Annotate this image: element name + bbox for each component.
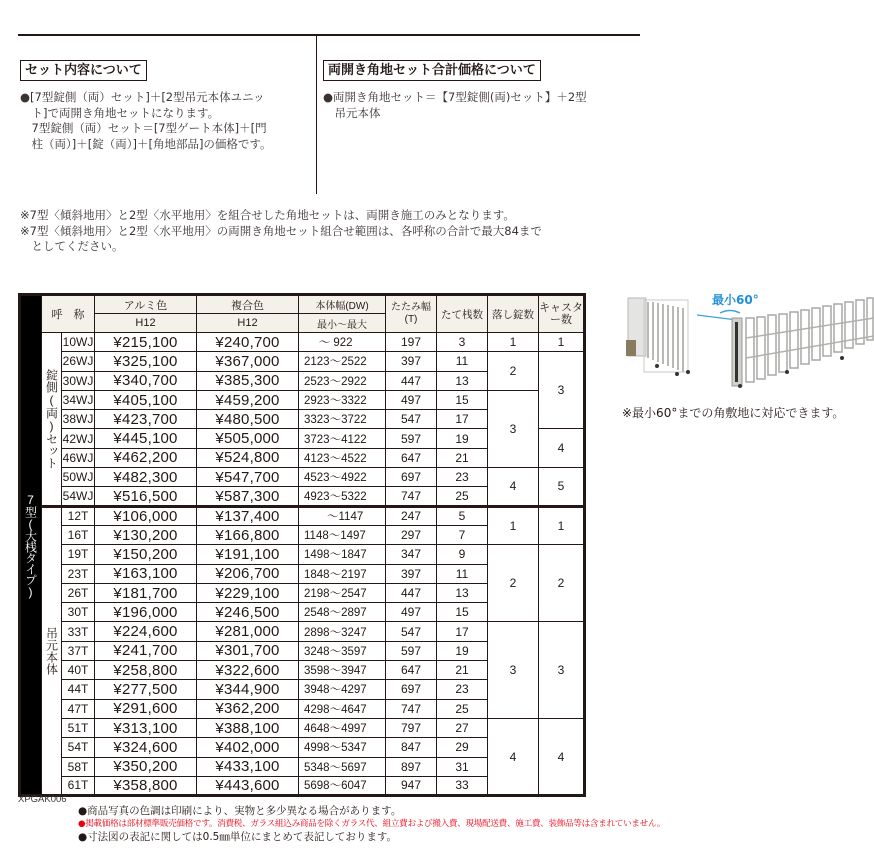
price-alumi: ¥313,100 <box>95 718 197 737</box>
price-composite: ¥587,300 <box>197 487 299 506</box>
price-composite: ¥388,100 <box>197 718 299 737</box>
dw-range: 1148〜1497 <box>299 525 386 544</box>
header-dw: 本体幅(DW) <box>299 295 386 314</box>
product-code: XPGAK006 <box>18 794 67 805</box>
fold-width: 747 <box>386 699 437 718</box>
fold-width: 547 <box>386 622 437 641</box>
fold-width: 847 <box>386 738 437 757</box>
price-composite: ¥524,800 <box>197 448 299 467</box>
bar-count: 13 <box>437 583 488 602</box>
group-label-lock-side: 錠側(両)セット <box>42 333 62 507</box>
total-price-line: ●両開き角地セット＝【7型錠側(両)セット】＋2型 <box>323 90 587 104</box>
price-composite: ¥301,700 <box>197 641 299 660</box>
row-code: 23T <box>62 564 95 583</box>
set-contents-text <box>20 90 272 152</box>
fold-width: 947 <box>386 776 437 795</box>
bar-count: 19 <box>437 641 488 660</box>
price-table <box>18 293 586 797</box>
lock-count: 3 <box>488 622 539 718</box>
price-alumi: ¥405,100 <box>95 390 197 409</box>
fold-width: 647 <box>386 661 437 680</box>
bar-count: 17 <box>437 622 488 641</box>
lock-count: 1 <box>488 506 539 545</box>
fold-width: 497 <box>386 390 437 409</box>
lock-count: 1 <box>488 333 539 352</box>
header-composite: 複合色 <box>197 295 299 314</box>
header-casters: キャスター数 <box>539 295 585 333</box>
price-alumi: ¥482,300 <box>95 468 197 487</box>
header-fold: たたみ幅(T) <box>386 295 437 333</box>
fold-width: 597 <box>386 641 437 660</box>
row-code: 42WJ <box>62 429 95 448</box>
price-alumi: ¥277,500 <box>95 680 197 699</box>
lock-count: 4 <box>488 718 539 795</box>
total-price-line: 吊元本体 <box>323 105 381 120</box>
price-alumi: ¥340,700 <box>95 371 197 390</box>
bar-count: 23 <box>437 468 488 487</box>
bar-count: 11 <box>437 352 488 371</box>
table-row <box>20 390 585 409</box>
table-row <box>20 545 585 564</box>
price-composite: ¥229,100 <box>197 583 299 602</box>
bar-count: 7 <box>437 525 488 544</box>
row-code: 19T <box>62 545 95 564</box>
header-bars: たて桟数 <box>437 295 488 333</box>
fold-width: 297 <box>386 525 437 544</box>
dw-range: 2923〜3322 <box>299 390 386 409</box>
header-row <box>20 295 585 314</box>
caster-count: 1 <box>539 506 585 545</box>
table-row <box>20 333 585 352</box>
price-composite: ¥362,200 <box>197 699 299 718</box>
lock-count: 2 <box>488 545 539 622</box>
column-divider <box>316 34 317 194</box>
row-code: 16T <box>62 525 95 544</box>
top-rule <box>18 34 640 36</box>
total-price-text <box>323 90 587 121</box>
row-code: 47T <box>62 699 95 718</box>
price-alumi: ¥215,100 <box>95 333 197 352</box>
photo-caption: ※最小60°までの角敷地に対応できます。 <box>622 406 845 420</box>
price-alumi: ¥224,600 <box>95 622 197 641</box>
row-code: 50WJ <box>62 468 95 487</box>
caster-count: 1 <box>539 333 585 352</box>
row-code: 58T <box>62 757 95 776</box>
row-code: 40T <box>62 661 95 680</box>
header-dw-sub: 最小〜最大 <box>299 314 386 333</box>
fold-width: 697 <box>386 680 437 699</box>
dw-range: 4123〜4522 <box>299 448 386 467</box>
row-code: 26T <box>62 583 95 602</box>
dw-range: 1848〜2197 <box>299 564 386 583</box>
min-angle-label: 最小60° <box>712 293 759 307</box>
dw-range: 2198〜2547 <box>299 583 386 602</box>
dw-range: 〜 922 <box>299 333 386 352</box>
set-contents-line: 7型錠側（両）セット＝[7型ゲート本体]＋[門 <box>20 121 267 135</box>
header-alumi-sub: H12 <box>95 314 197 333</box>
bar-count: 3 <box>437 333 488 352</box>
row-code: 30WJ <box>62 371 95 390</box>
note-line: ※7型〈傾斜地用〉と2型〈水平地用〉の両開き角地セット組合せ範囲は、各呼称の合計で最大84まで <box>20 223 542 238</box>
price-composite: ¥240,700 <box>197 333 299 352</box>
price-composite: ¥344,900 <box>197 680 299 699</box>
dw-range: 3248〜3597 <box>299 641 386 660</box>
dw-range: 5698〜6047 <box>299 776 386 795</box>
caster-count: 2 <box>539 545 585 622</box>
bar-count: 23 <box>437 680 488 699</box>
row-code: 44T <box>62 680 95 699</box>
bar-count: 25 <box>437 699 488 718</box>
dw-range: 3323〜3722 <box>299 410 386 429</box>
fold-width: 347 <box>386 545 437 564</box>
price-alumi: ¥358,800 <box>95 776 197 795</box>
fold-width: 397 <box>386 352 437 371</box>
row-code: 26WJ <box>62 352 95 371</box>
fold-width: 197 <box>386 333 437 352</box>
row-code: 33T <box>62 622 95 641</box>
bar-count: 33 <box>437 776 488 795</box>
lock-count: 4 <box>488 468 539 507</box>
price-alumi: ¥181,700 <box>95 583 197 602</box>
price-alumi: ¥423,700 <box>95 410 197 429</box>
row-code: 61T <box>62 776 95 795</box>
caster-count: 4 <box>539 429 585 468</box>
dw-range: 3723〜4122 <box>299 429 386 448</box>
header-alumi: アルミ色 <box>95 295 197 314</box>
footnote-color: ●商品写真の色調は印刷により、実物と多少異なる場合があります。 <box>78 805 402 817</box>
dw-range: 2548〜2897 <box>299 603 386 622</box>
price-alumi: ¥350,200 <box>95 757 197 776</box>
series-label: 7型(大桟タイプ) <box>20 295 42 796</box>
dw-range: 1498〜1847 <box>299 545 386 564</box>
set-contents-line: ●[7型錠側（両）セット]＋[2型吊元本体ユニッ <box>20 90 265 104</box>
set-contents-line: ト]で両開き角地セットになります。 <box>20 105 220 120</box>
price-alumi: ¥291,600 <box>95 699 197 718</box>
price-alumi: ¥516,500 <box>95 487 197 506</box>
dw-range: 3948〜4297 <box>299 680 386 699</box>
price-composite: ¥166,800 <box>197 525 299 544</box>
set-contents-title: セット内容について <box>20 60 147 81</box>
price-alumi: ¥196,000 <box>95 603 197 622</box>
dw-range: 4923〜5322 <box>299 487 386 506</box>
price-alumi: ¥445,100 <box>95 429 197 448</box>
caster-count: 5 <box>539 468 585 507</box>
price-alumi: ¥163,100 <box>95 564 197 583</box>
fold-width: 697 <box>386 468 437 487</box>
price-alumi: ¥241,700 <box>95 641 197 660</box>
caster-count: 4 <box>539 718 585 795</box>
lock-count: 3 <box>488 390 539 467</box>
dw-range: 2523〜2922 <box>299 371 386 390</box>
header-name-text: 呼 称 <box>51 309 85 321</box>
caster-count: 3 <box>539 622 585 718</box>
price-composite: ¥433,100 <box>197 757 299 776</box>
row-code: 12T <box>62 506 95 525</box>
table-row <box>20 352 585 371</box>
bar-count: 25 <box>437 487 488 506</box>
bar-count: 13 <box>437 371 488 390</box>
dw-range: 3598〜3947 <box>299 661 386 680</box>
row-code: 54WJ <box>62 487 95 506</box>
fold-width: 897 <box>386 757 437 776</box>
price-alumi: ¥106,000 <box>95 506 197 525</box>
header-locks: 落し錠数 <box>488 295 539 333</box>
row-code: 30T <box>62 603 95 622</box>
row-code: 51T <box>62 718 95 737</box>
price-composite: ¥385,300 <box>197 371 299 390</box>
fold-width: 397 <box>386 564 437 583</box>
table-row <box>20 506 585 525</box>
row-code: 46WJ <box>62 448 95 467</box>
footnote-price: ●掲載価格は部材標準販売価格です。消費税、ガラス組込み商品を除くガラス代、組立費および搬入費、現場配送費、施工費、装飾品等は含まれていません。 <box>78 819 666 829</box>
price-composite: ¥137,400 <box>197 506 299 525</box>
dw-range: 5348〜5697 <box>299 757 386 776</box>
price-alumi: ¥258,800 <box>95 661 197 680</box>
fold-width: 547 <box>386 410 437 429</box>
header-name <box>42 295 95 333</box>
row-code: 10WJ <box>62 333 95 352</box>
set-contents-line: 柱（両）]＋[錠（両）]＋[角地部品]の価格です。 <box>20 136 272 151</box>
notes <box>20 208 542 255</box>
bar-count: 17 <box>437 410 488 429</box>
dw-range: 4298〜4647 <box>299 699 386 718</box>
fold-width: 597 <box>386 429 437 448</box>
table-row <box>20 468 585 487</box>
price-composite: ¥459,200 <box>197 390 299 409</box>
bar-count: 5 <box>437 506 488 525</box>
row-code: 54T <box>62 738 95 757</box>
bar-count: 11 <box>437 564 488 583</box>
price-composite: ¥191,100 <box>197 545 299 564</box>
price-alumi: ¥462,200 <box>95 448 197 467</box>
dw-range: 〜1147 <box>299 506 386 525</box>
fold-width: 747 <box>386 487 437 506</box>
price-composite: ¥281,000 <box>197 622 299 641</box>
price-composite: ¥206,700 <box>197 564 299 583</box>
note-line: ※7型〈傾斜地用〉と2型〈水平地用〉を組合せした角地セットは、両開き施工のみとなります。 <box>20 208 515 222</box>
row-code: 37T <box>62 641 95 660</box>
group-label-hinge-body: 吊元本体 <box>42 506 62 795</box>
price-alumi: ¥325,100 <box>95 352 197 371</box>
footnote-dimensions: ●寸法図の表記に関しては0.5㎜単位にまとめて表記しております。 <box>78 831 398 843</box>
bar-count: 27 <box>437 718 488 737</box>
caster-count: 3 <box>539 352 585 429</box>
price-alumi: ¥150,200 <box>95 545 197 564</box>
bar-count: 21 <box>437 661 488 680</box>
fold-width: 797 <box>386 718 437 737</box>
header-composite-sub: H12 <box>197 314 299 333</box>
bar-count: 29 <box>437 738 488 757</box>
bar-count: 15 <box>437 390 488 409</box>
bar-count: 21 <box>437 448 488 467</box>
price-composite: ¥547,700 <box>197 468 299 487</box>
bar-count: 9 <box>437 545 488 564</box>
bar-count: 15 <box>437 603 488 622</box>
dw-range: 4648〜4997 <box>299 718 386 737</box>
bar-count: 19 <box>437 429 488 448</box>
total-price-title: 両開き角地セット合計価格について <box>323 60 541 81</box>
dw-range: 4998〜5347 <box>299 738 386 757</box>
price-alumi: ¥324,600 <box>95 738 197 757</box>
price-composite: ¥480,500 <box>197 410 299 429</box>
fold-width: 647 <box>386 448 437 467</box>
fold-width: 447 <box>386 371 437 390</box>
bar-count: 31 <box>437 757 488 776</box>
table-row <box>20 718 585 737</box>
table-row <box>20 622 585 641</box>
fold-width: 497 <box>386 603 437 622</box>
dw-range: 4523〜4922 <box>299 468 386 487</box>
dw-range: 2123〜2522 <box>299 352 386 371</box>
price-alumi: ¥130,200 <box>95 525 197 544</box>
dw-range: 2898〜3247 <box>299 622 386 641</box>
row-code: 38WJ <box>62 410 95 429</box>
fold-width: 247 <box>386 506 437 525</box>
price-composite: ¥505,000 <box>197 429 299 448</box>
fold-width: 447 <box>386 583 437 602</box>
price-composite: ¥402,000 <box>197 738 299 757</box>
price-composite: ¥367,000 <box>197 352 299 371</box>
price-composite: ¥443,600 <box>197 776 299 795</box>
price-composite: ¥322,600 <box>197 661 299 680</box>
note-line: としてください。 <box>20 239 124 253</box>
row-code: 34WJ <box>62 390 95 409</box>
lock-count: 2 <box>488 352 539 391</box>
price-composite: ¥246,500 <box>197 603 299 622</box>
